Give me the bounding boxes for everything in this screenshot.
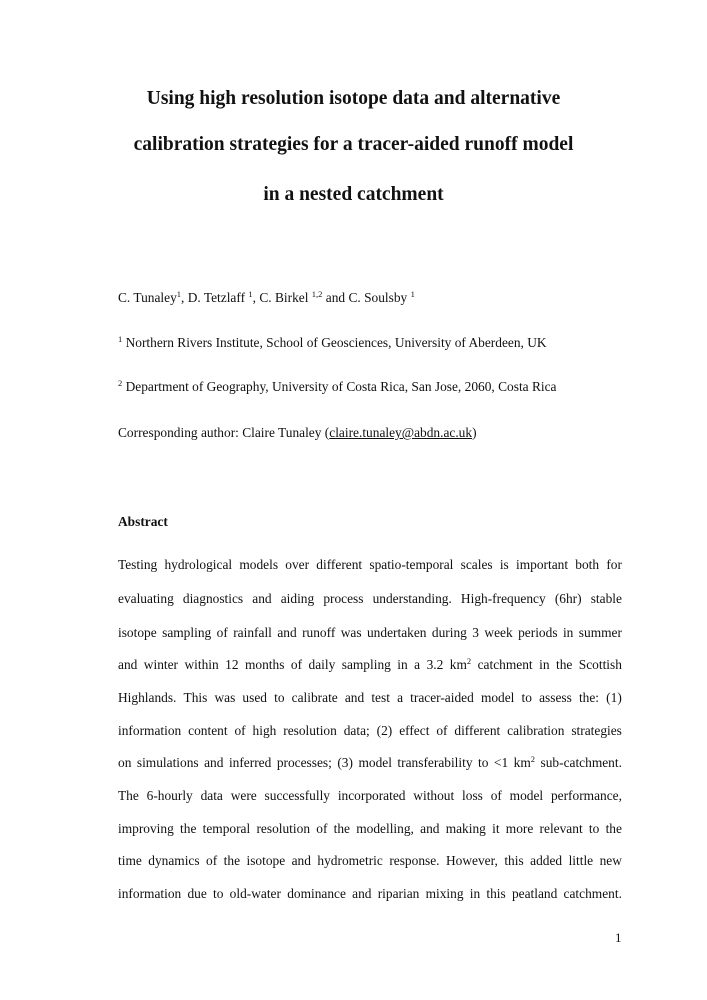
title-line-1: Using high resolution isotope data and alternative (146, 88, 561, 109)
abstract-line-2: evaluating diagnostics and aiding process understanding. High-frequency (6hr) stable (118, 591, 622, 606)
abstract-line-11: information due to old-water dominance and riparian mixing in this peatland catchment. (118, 886, 622, 901)
corresponding-author: Corresponding author: Claire Tunaley (claire.tunaley@abdn.ac.uk) (118, 425, 477, 440)
page-number: 1 (615, 930, 622, 945)
abstract-heading: Abstract (118, 514, 168, 529)
email-link[interactable]: claire.tunaley@abdn.ac.uk (329, 425, 473, 440)
author-list: C. Tunaley$^1$, D. Tetzlaff $^1$, C. Birkel $^{1,2}$ and C. Soulsby $^1$ (118, 289, 415, 305)
abstract-line-8: The 6-hourly data were successfully incorporated without loss of model performance, (118, 788, 622, 803)
abstract-line-10: time dynamics of the isotope and hydrometric response. However, this added little new (118, 853, 622, 868)
title-line-2: calibration strategies for a tracer-aided runoff model (133, 134, 574, 155)
abstract-line-6: information content of high resolution data; (2) effect of different calibration strategies (118, 723, 622, 738)
abstract-line-1: Testing hydrological models over different spatio-temporal scales is important both for (118, 557, 622, 572)
affiliation-1: $^1$ Northern Rivers Institute, School of Geosciences, University of Aberdeen, UK (118, 334, 547, 350)
abstract-line-4: and winter within 12 months of daily sampling in a 3.2 $km^2$ catchment in the Scottish (118, 656, 622, 672)
affiliation-2: $^2$ Department of Geography, University of Costa Rica, San Jose, 2060, Costa Rica (118, 378, 557, 394)
abstract-line-7: on simulations and inferred processes; (3) model transferability to <1 $km^2$ sub-catchment. (118, 754, 622, 770)
abstract-line-5: Highlands. This was used to calibrate and test a tracer-aided model to assess the: (1) (118, 690, 622, 705)
abstract-line-3: isotope sampling of rainfall and runoff was undertaken during 3 week periods in summer (118, 625, 622, 640)
title-line-3: in a nested catchment (263, 184, 444, 205)
abstract-line-9: improving the temporal resolution of the modelling, and making it more relevant to the (118, 821, 622, 836)
